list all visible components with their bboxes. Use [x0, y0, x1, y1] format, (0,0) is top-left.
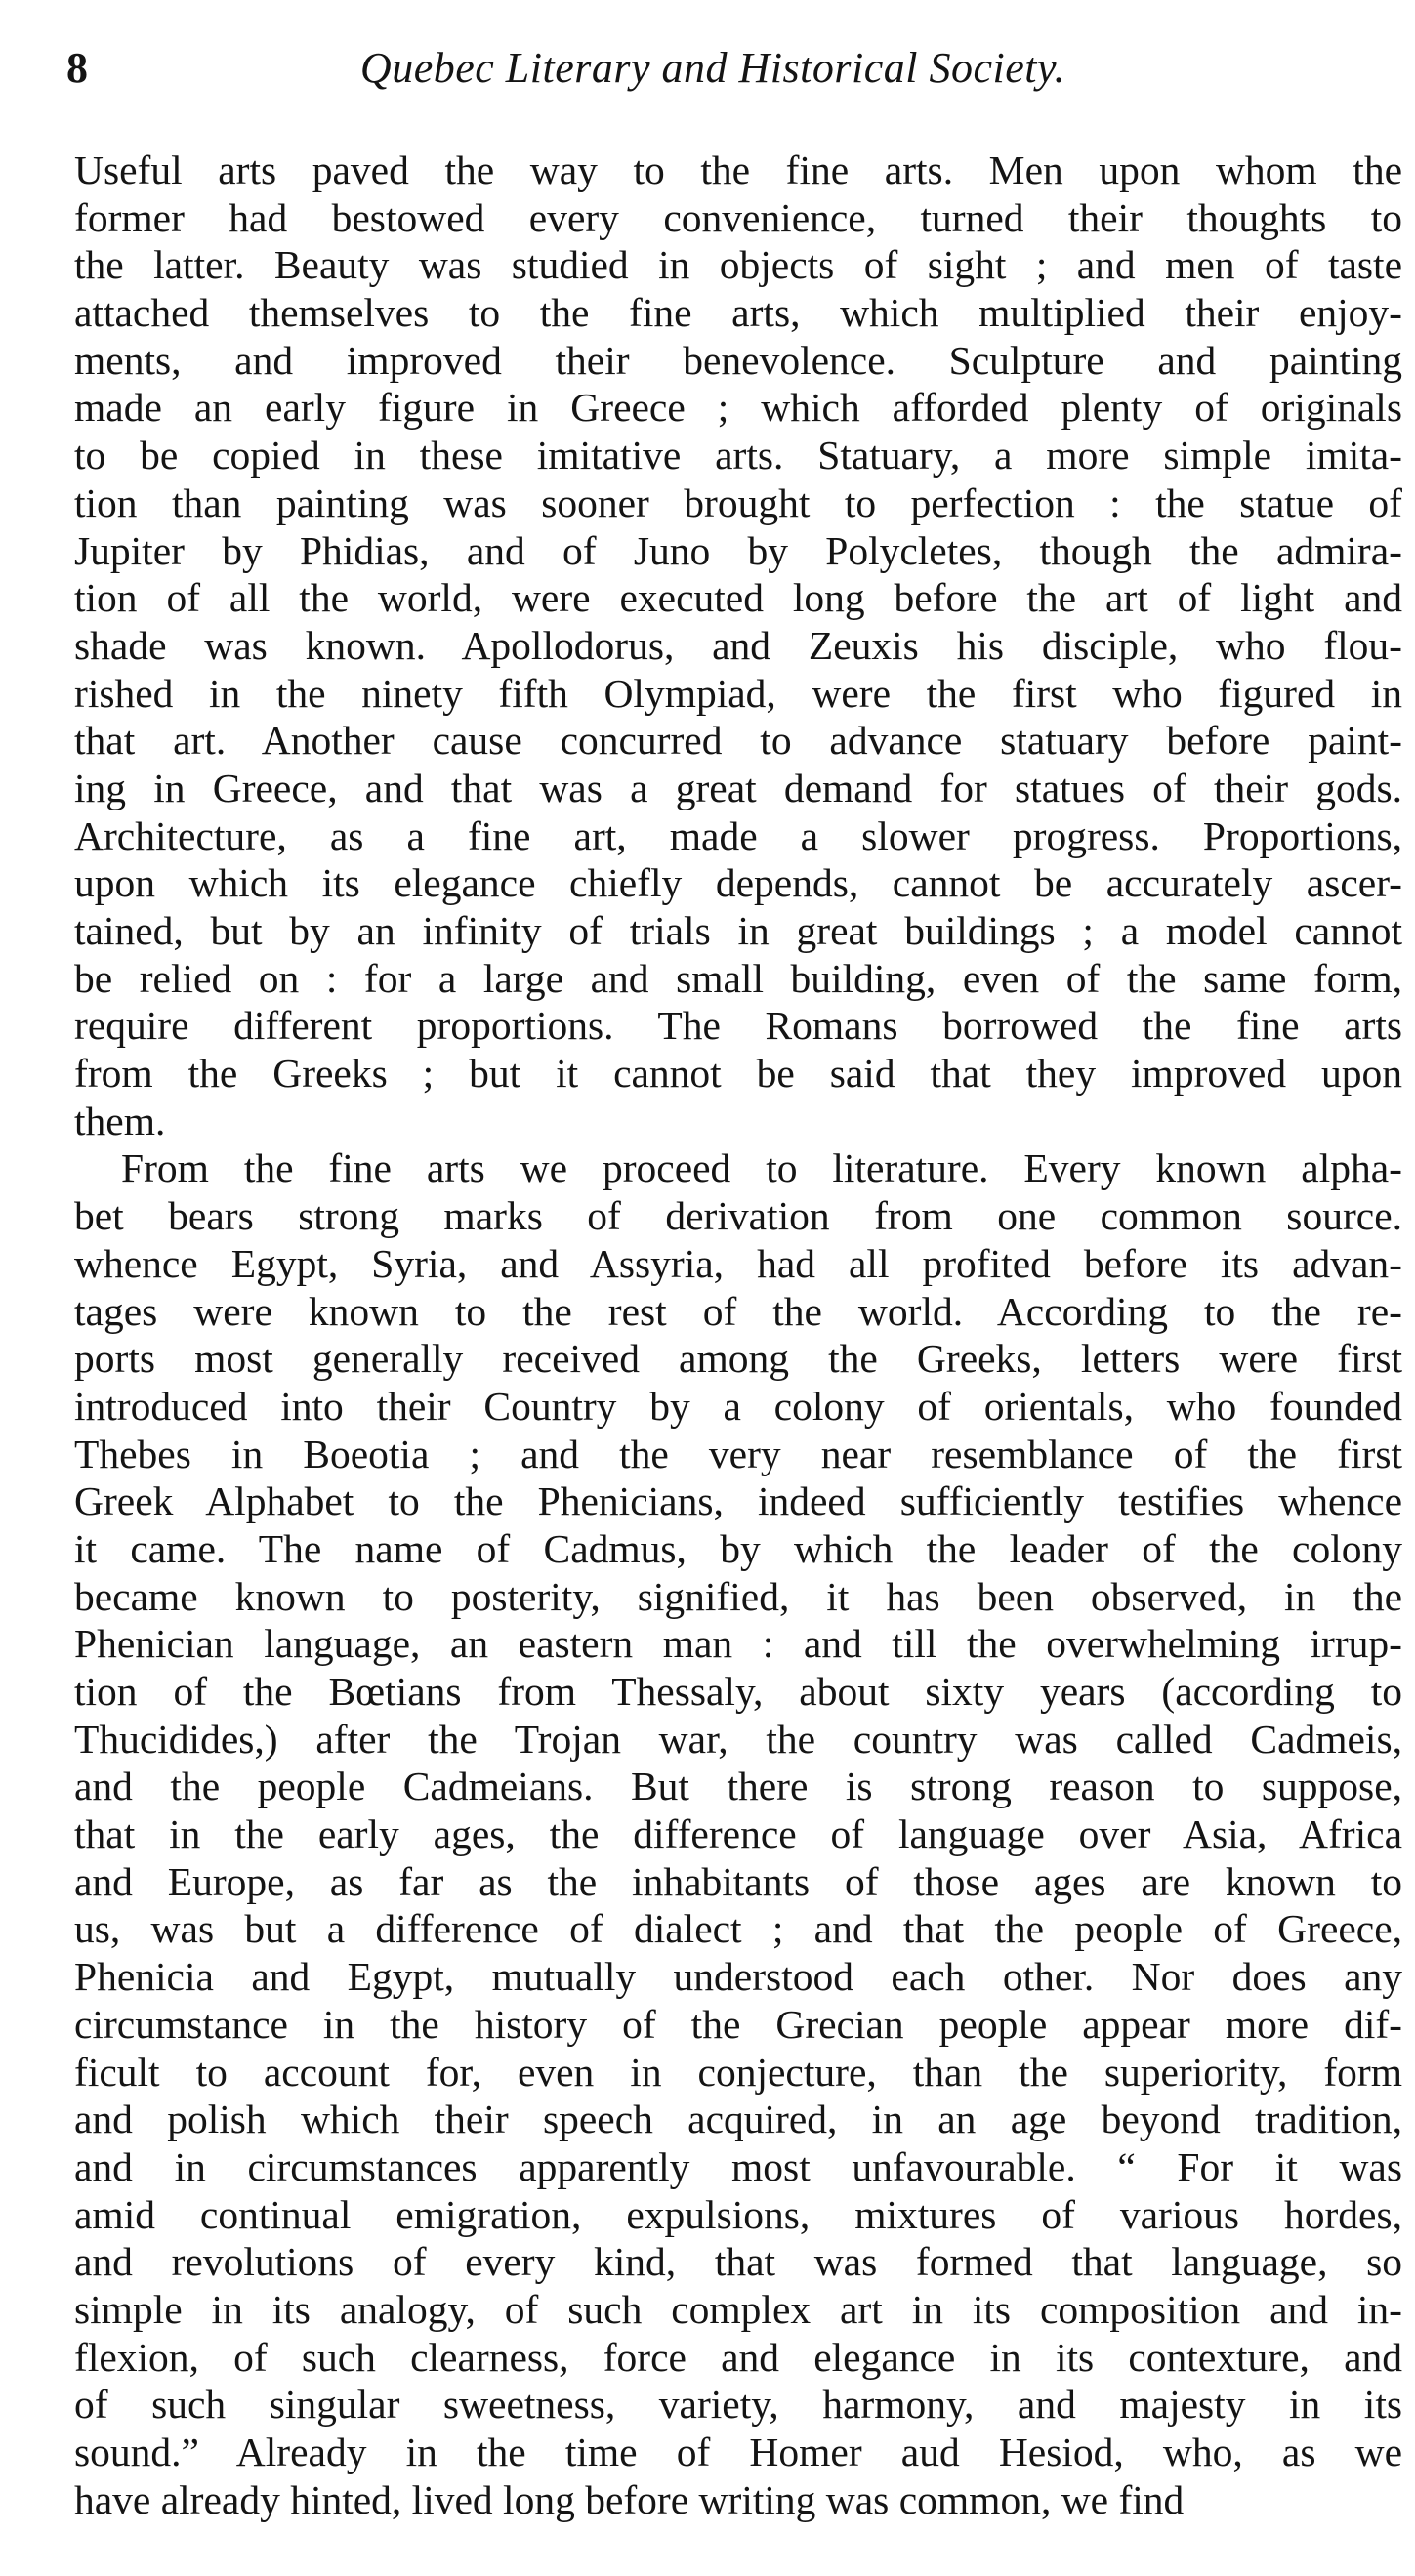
- text-line: tained, but by an infinity of trials in great buildings ; a model cannot: [74, 908, 1402, 953]
- text-line: attached themselves to the fine arts, which multiplied their enjoy-: [74, 290, 1402, 336]
- text-line: and polish which their speech acquired, in an age beyond tradition,: [74, 2097, 1402, 2142]
- page-number: 8: [66, 44, 88, 92]
- text-line: ments, and improved their benevolence. Sculpture and painting: [74, 337, 1402, 383]
- text-line: ing in Greece, and that was a great demand for statues of their gods.: [74, 765, 1402, 810]
- text-line: that in the early ages, the difference of language over Asia, Africa: [74, 1811, 1402, 1857]
- text-line: be relied on : for a large and small building, even of the same form,: [74, 955, 1402, 1001]
- text-line: of such singular sweetness, variety, harmony, and majesty in its: [74, 2382, 1402, 2428]
- text-line: from the Greeks ; but it cannot be said that they improved upon: [74, 1051, 1402, 1097]
- text-line: bet bears strong marks of derivation from one common source.: [74, 1193, 1402, 1239]
- text-line: tion of the Bœtians from Thessaly, about sixty years (according to: [74, 1669, 1402, 1714]
- text-line: amid continual emigration, expulsions, mixtures of various hordes,: [74, 2191, 1402, 2237]
- text-line: have already hinted, lived long before writing was common, we find: [74, 2476, 1185, 2522]
- text-line: Jupiter by Phidias, and of Juno by Polycletes, though the admira-: [74, 527, 1402, 573]
- text-line: became known to posterity, signified, it has been observed, in the: [74, 1573, 1402, 1619]
- text-line: simple in its analogy, of such complex art in its composition and in-: [74, 2286, 1402, 2332]
- header-title: Quebec Literary and Historical Society.: [359, 44, 1066, 92]
- text-line: circumstance in the history of the Grecian people appear more dif-: [74, 2001, 1402, 2047]
- text-line: Thebes in Boeotia ; and the very near resemblance of the first: [74, 1431, 1402, 1476]
- text-line: and in circumstances apparently most unfavourable. “ For it was: [74, 2143, 1402, 2189]
- text-line: From the fine arts we proceed to literature. Every known alpha-: [121, 1145, 1402, 1191]
- text-line: flexion, of such clearness, force and elegance in its contexture, and: [74, 2334, 1402, 2380]
- text-line: to be copied in these imitative arts. Statuary, a more simple imita-: [74, 433, 1402, 478]
- text-line: ficult to account for, even in conjecture, than the superiority, form: [74, 2049, 1402, 2095]
- text-line: shade was known. Apollodorus, and Zeuxis his disciple, who flou-: [74, 622, 1402, 668]
- text-line: Phenicia and Egypt, mutually understood each other. Nor does any: [74, 1954, 1402, 2000]
- text-line: and the people Cadmeians. But there is strong reason to suppose,: [74, 1764, 1402, 1809]
- text-line: Phenician language, an eastern man : and till the overwhelming irrup-: [74, 1621, 1402, 1667]
- text-line: and revolutions of every kind, that was formed that language, so: [74, 2239, 1402, 2285]
- text-line: former had bestowed every convenience, turned their thoughts to: [74, 194, 1402, 240]
- text-line: made an early figure in Greece ; which afforded plenty of originals: [74, 385, 1402, 431]
- text-line: whence Egypt, Syria, and Assyria, had all profited before its advan-: [74, 1240, 1402, 1286]
- text-line: and Europe, as far as the inhabitants of those ages are known to: [74, 1858, 1402, 1904]
- text-line: that art. Another cause concurred to advance statuary before paint-: [74, 718, 1402, 764]
- text-line: tion than painting was sooner brought to perfection : the statue of: [74, 479, 1402, 525]
- paragraph: [74, 1144, 1402, 2523]
- text-line: them.: [74, 1098, 166, 1143]
- text-line: introduced into their Country by a colony of orientals, who founded: [74, 1383, 1402, 1429]
- text-line: rished in the ninety fifth Olympiad, were the first who figured in: [74, 670, 1402, 716]
- text-line: Thucidides,) after the Trojan war, the country was called Cadmeis,: [74, 1716, 1402, 1762]
- text-line: the latter. Beauty was studied in objects of sight ; and men of taste: [74, 242, 1402, 288]
- text-line: Useful arts paved the way to the fine arts. Men upon whom the: [74, 147, 1402, 192]
- text-line: tages were known to the rest of the world. According to the re-: [74, 1288, 1402, 1334]
- text-line: ports most generally received among the Greeks, letters were first: [74, 1336, 1402, 1382]
- text-line: upon which its elegance chiefly depends, cannot be accurately ascer-: [74, 860, 1402, 906]
- text-line: Greek Alphabet to the Phenicians, indeed sufficiently testifies whence: [74, 1478, 1402, 1524]
- body-text: [74, 146, 1402, 2523]
- paragraph: [74, 146, 1402, 1144]
- text-line: require different proportions. The Romans borrowed the fine arts: [74, 1003, 1402, 1049]
- text-line: it came. The name of Cadmus, by which the leader of the colony: [74, 1525, 1402, 1571]
- text-line: Architecture, as a fine art, made a slower progress. Proportions,: [74, 812, 1402, 858]
- running-head: [59, 39, 1367, 98]
- text-line: us, was but a difference of dialect ; and that the people of Greece,: [74, 1906, 1402, 1952]
- text-line: sound.” Already in the time of Homer aud Hesiod, who, as we: [74, 2430, 1402, 2474]
- text-line: tion of all the world, were executed long before the art of light and: [74, 575, 1402, 621]
